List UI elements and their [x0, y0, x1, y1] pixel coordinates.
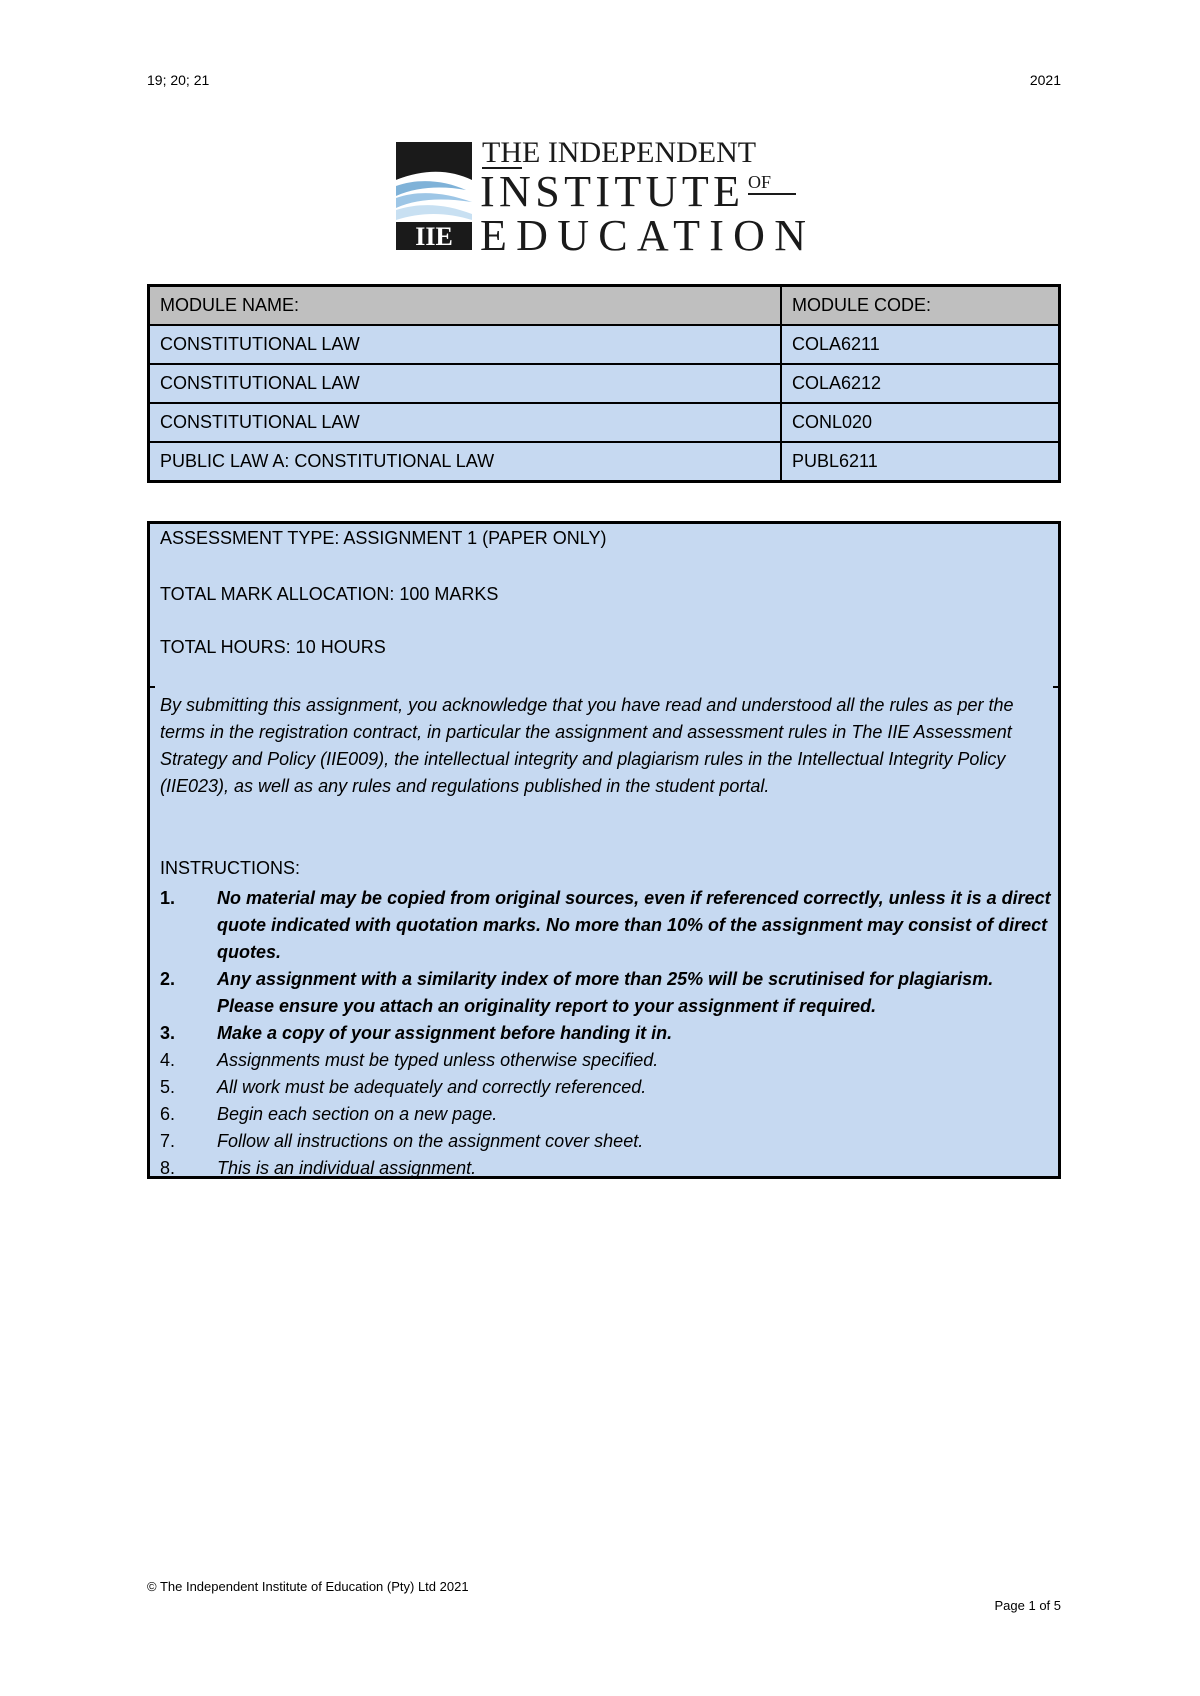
list-item-number: 4.	[160, 1050, 176, 1070]
list-item-number: 7.	[160, 1131, 176, 1151]
module-name-cell: CONSTITUTIONAL LAW	[149, 325, 782, 364]
list-item	[160, 1155, 1055, 1182]
total-hours: TOTAL HOURS: 10 HOURS	[160, 637, 386, 657]
list-item-number: 6.	[160, 1104, 176, 1124]
list-item-number: 3.	[160, 1023, 176, 1043]
list-item	[160, 885, 1055, 966]
table-row	[149, 325, 1060, 364]
module-name-cell: CONSTITUTIONAL LAW	[149, 403, 782, 442]
header-year: 2021	[1029, 72, 1061, 88]
list-item-text: This is an individual assignment.	[217, 1158, 477, 1178]
list-item-text: All work must be adequately and correctly referenced.	[217, 1077, 647, 1097]
module-name-cell: PUBLIC LAW A: CONSTITUTIONAL LAW	[149, 442, 782, 482]
divider-tick-left	[147, 686, 155, 688]
instructions-title: INSTRUCTIONS:	[160, 858, 301, 878]
module-name-header: MODULE NAME:	[149, 286, 782, 326]
list-item-text: Follow all instructions on the assignment cover sheet.	[217, 1131, 644, 1151]
list-item-text: No material may be copied from original sources, even if referenced correctly, unless it is a direct quote indicated with quotation marks. No more than 10% of the assignment may consist of direct quotes.	[217, 888, 1051, 962]
module-code-cell: COLA6212	[781, 364, 1060, 403]
table-row	[149, 442, 1060, 482]
page-number: Page 1 of 5	[994, 1598, 1061, 1613]
list-item-number: 2.	[160, 969, 176, 989]
iie-logo	[396, 140, 810, 260]
module-code-header: MODULE CODE:	[781, 286, 1060, 326]
list-item-number: 5.	[160, 1077, 176, 1097]
logo-badge: IIE	[415, 222, 453, 251]
header-left-text: 19; 20; 21	[147, 72, 210, 88]
list-item-text: Assignments must be typed unless otherwise specified.	[217, 1050, 659, 1070]
module-name-cell: CONSTITUTIONAL LAW	[149, 364, 782, 403]
list-item	[160, 1128, 1055, 1155]
module-code-cell: COLA6211	[781, 325, 1060, 364]
instructions-list	[160, 885, 1055, 1182]
divider-tick-right	[1053, 686, 1061, 688]
total-marks: TOTAL MARK ALLOCATION: 100 MARKS	[160, 584, 499, 604]
logo-of: OF	[748, 172, 772, 192]
list-item-text: Begin each section on a new page.	[217, 1104, 498, 1124]
list-item	[160, 966, 1055, 1020]
list-item	[160, 1047, 1055, 1074]
acknowledgement-text: By submitting this assignment, you acknowledge that you have read and understood all the rules as per the terms in the registration contract, in particular the assignment and assessment rules in The IIE Assessment Strategy and Policy (IIE009), the intellectual integrity and plagiarism rules in the Intellectual Integrity Policy (IIE023), as well as any rules and regulations published in the student portal.	[160, 695, 1014, 796]
list-item	[160, 1074, 1055, 1101]
module-table	[147, 284, 1061, 483]
footer-copyright: © The Independent Institute of Education (Pty) Ltd 2021	[147, 1579, 469, 1594]
list-item	[160, 1101, 1055, 1128]
list-item-number: 8.	[160, 1158, 176, 1178]
list-item-text: Make a copy of your assignment before handing it in.	[217, 1023, 673, 1043]
module-table-header	[149, 286, 1060, 326]
list-item	[160, 1020, 1055, 1047]
table-row	[149, 403, 1060, 442]
logo-line3: EDUCATION	[480, 211, 806, 260]
logo-line2: INSTITUTE	[480, 167, 740, 216]
list-item-text: Any assignment with a similarity index of more than 25% will be scrutinised for plagiarism. Please ensure you attach an originality report to your assignment if required.	[217, 969, 994, 1016]
module-code-cell: PUBL6211	[781, 442, 1060, 482]
list-item-number: 1.	[160, 888, 176, 908]
logo-line1: THE INDEPENDENT	[482, 140, 757, 169]
assessment-type: ASSESSMENT TYPE: ASSIGNMENT 1 (PAPER ONLY)	[160, 528, 607, 548]
assessment-box	[147, 521, 1061, 1179]
table-row	[149, 364, 1060, 403]
module-code-cell: CONL020	[781, 403, 1060, 442]
